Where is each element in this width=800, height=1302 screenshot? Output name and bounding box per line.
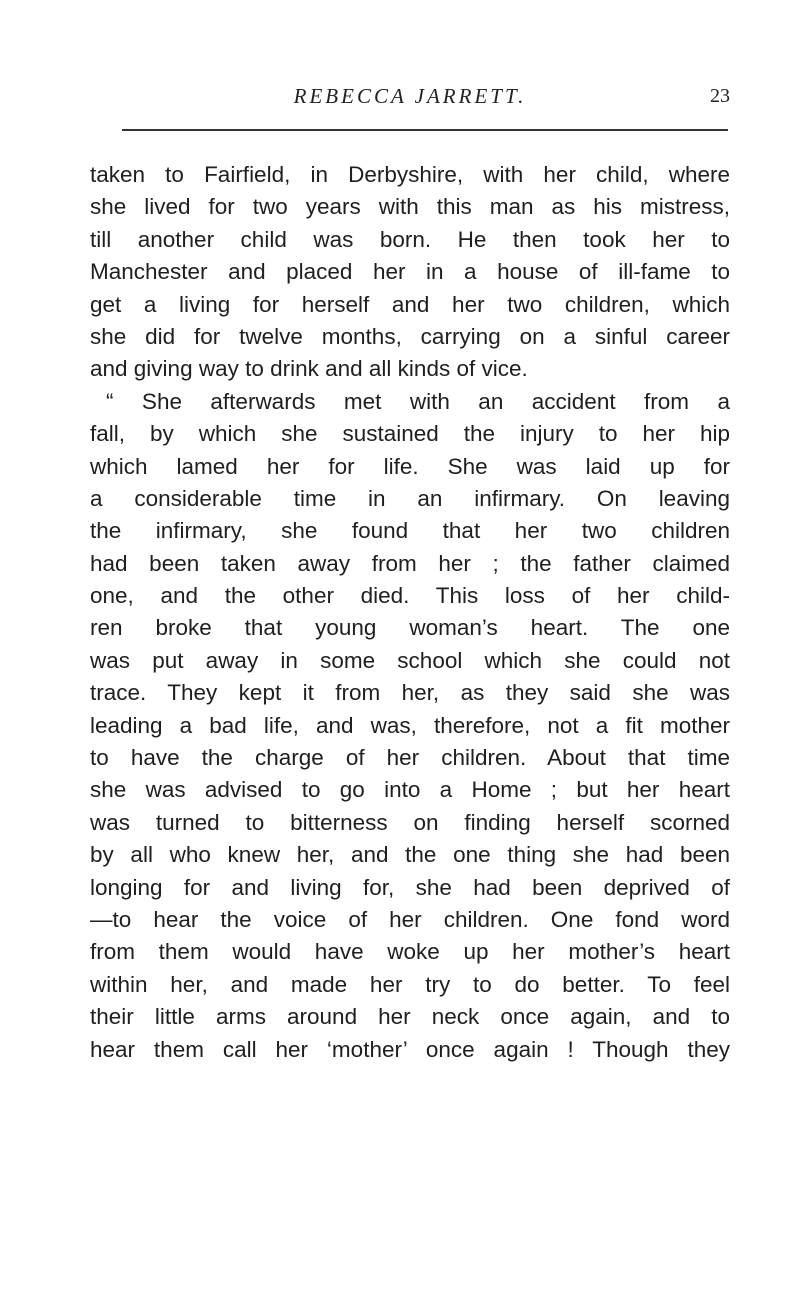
text-line: from them would have woke up her mother’s heart: [90, 939, 730, 965]
text-line: and giving way to drink and all kinds of vice.: [90, 356, 528, 382]
text-line: was put away in some school which she could not: [90, 647, 730, 673]
header-rule: [122, 129, 728, 131]
text-line: get a living for herself and her two children, which: [90, 291, 730, 317]
text-line: trace. They kept it from her, as they said she was: [90, 680, 730, 706]
text-line: —to hear the voice of her children. One fond word: [90, 906, 730, 932]
text-line: she was advised to go into a Home ; but her heart: [90, 777, 730, 803]
text-line: Manchester and placed her in a house of ill-fame to: [90, 259, 730, 285]
text-line: their little arms around her neck once again, and to: [90, 1004, 730, 1030]
text-line: ren broke that young woman’s heart. The one: [90, 615, 730, 641]
running-title: REBECCA JARRETT.: [293, 84, 527, 108]
text-line: “ She afterwards met with an accident from a: [106, 388, 730, 414]
page-number: 23: [710, 85, 730, 107]
text-line: had been taken away from her ; the father claimed: [90, 550, 730, 576]
body-text: [90, 159, 730, 1066]
running-head: [90, 84, 730, 114]
text-line: till another child was born. He then took her to: [90, 226, 730, 252]
text-line: was turned to bitterness on finding herself scorned: [90, 809, 730, 835]
text-line: she did for twelve months, carrying on a sinful career: [90, 323, 730, 349]
text-line: to have the charge of her children. About that time: [90, 745, 730, 771]
text-line: fall, by which she sustained the injury to her hip: [90, 421, 730, 447]
text-line: taken to Fairfield, in Derbyshire, with her child, where: [90, 162, 730, 187]
text-line: within her, and made her try to do better. To feel: [90, 971, 730, 997]
text-line: longing for and living for, she had been deprived of: [90, 874, 730, 900]
text-line: she lived for two years with this man as his mistress,: [90, 194, 730, 220]
text-line: the infirmary, she found that her two children: [90, 518, 730, 544]
text-line: hear them call her ‘mother’ once again ! Though they: [90, 1036, 730, 1062]
text-line: leading a bad life, and was, therefore, not a fit mother: [90, 712, 730, 738]
text-line: by all who knew her, and the one thing she had been: [90, 842, 730, 868]
text-line: one, and the other died. This loss of her child-: [90, 583, 730, 609]
text-line: a considerable time in an infirmary. On leaving: [90, 485, 730, 511]
text-line: which lamed her for life. She was laid up for: [90, 453, 730, 479]
